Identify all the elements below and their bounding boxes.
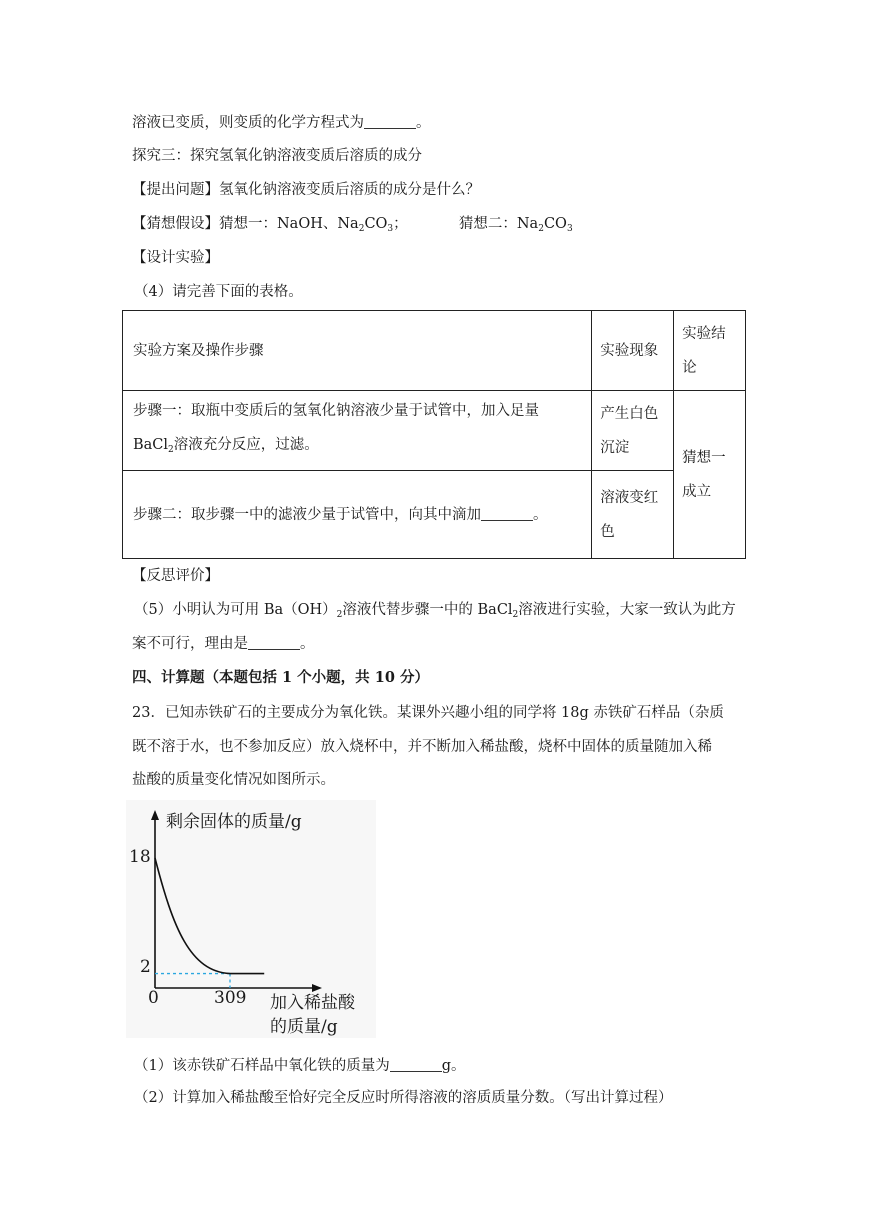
step-one-line1: 步骤一：取瓶中变质后的氢氧化钠溶液少量于试管中，加入足量 <box>133 403 539 419</box>
question-1-unit: g。 <box>441 1058 466 1074</box>
obs-1-line2: 沉淀 <box>600 439 630 456</box>
table-row <box>123 391 746 471</box>
answer-blank[interactable] <box>364 114 416 129</box>
subscript: 3 <box>387 224 394 234</box>
x-axis-label-line-2: 的质量/g <box>270 1017 338 1037</box>
hypothesis-line <box>132 214 573 239</box>
period: 。 <box>300 636 315 652</box>
reflection-line-2 <box>132 634 315 654</box>
subscript: 2 <box>336 610 343 620</box>
header-conclusion-line1: 实验结 <box>682 325 726 342</box>
step-two-observation <box>592 471 674 559</box>
problem-23-line-2: 既不溶于水，也不参加反应）放入烧杯中，并不断加入稀盐酸，烧杯中固体的质量随加入稀 <box>132 739 712 755</box>
obs-2-line1: 溶液变红 <box>600 489 659 506</box>
period: 。 <box>416 115 431 131</box>
obs-1-line1: 产生白色 <box>600 405 659 422</box>
step-one-line2: 溶液充分反应，过滤。 <box>173 437 319 453</box>
table-row <box>123 471 746 559</box>
step-one-observation <box>592 391 674 471</box>
section-title-3: 探究三：探究氢氧化钠溶液变质后溶质的成分 <box>132 148 422 164</box>
reflection-reason: 案不可行，理由是 <box>132 636 248 652</box>
question-heading: 【提出问题】氢氧化钠溶液变质后溶质的成分是什么？ <box>132 182 480 198</box>
instruction-4: （4）请完善下面的表格。 <box>134 284 303 300</box>
y-axis-label: 剩余固体的质量/g <box>166 812 302 832</box>
header-conclusion <box>674 311 746 391</box>
equation-prompt: 溶液已变质，则变质的化学方程式为 <box>132 115 364 131</box>
table-header-row <box>123 311 746 391</box>
subscript: 2 <box>358 224 365 234</box>
reflection-part-c: 溶液进行实验，大家一致认为此方 <box>518 602 736 618</box>
answer-blank[interactable] <box>481 506 533 521</box>
question-1 <box>134 1056 466 1076</box>
reflection-line-1 <box>134 600 736 625</box>
hypothesis-1-c: ； <box>393 216 408 232</box>
x-tick-label: 0 <box>148 988 159 1008</box>
step-two <box>123 471 592 559</box>
question-2: （2）计算加入稀盐酸至恰好完全反应时所得溶液的溶质质量分数。（写出计算过程） <box>134 1090 673 1106</box>
subscript: 3 <box>566 224 573 234</box>
reflection-part-a: （5）小明认为可用 Ba（OH） <box>134 602 337 618</box>
y-tick-label: 2 <box>140 957 151 977</box>
header-conclusion-line2: 论 <box>682 359 697 376</box>
conclusion-line2: 成立 <box>682 483 712 500</box>
conclusion-cell <box>674 391 746 559</box>
question-1-text: （1）该赤铁矿石样品中氧化铁的质量为 <box>134 1058 390 1074</box>
x-axis-label-line-1: 加入稀盐酸 <box>270 993 355 1013</box>
experiment-table <box>122 310 746 559</box>
conclusion-line1: 猜想一 <box>682 449 726 466</box>
section-title-4: 四、计算题（本题包括 1 个小题，共 10 分） <box>132 669 429 686</box>
hypothesis-2-a: 猜想二：Na <box>458 216 539 232</box>
step-one-bacl: BaCl <box>133 437 169 453</box>
subscript: 2 <box>168 445 174 455</box>
hypothesis-1-a: 【猜想假设】猜想一：NaOH、Na <box>132 216 359 232</box>
answer-blank[interactable] <box>248 635 300 650</box>
step-two-text: 步骤二：取步骤一中的滤液少量于试管中，向其中滴加 <box>133 506 481 523</box>
reflection-part-b: 溶液代替步骤一中的 BaCl <box>342 602 513 618</box>
y-tick-label: 18 <box>129 847 151 867</box>
hypothesis-2-b: CO <box>543 216 567 232</box>
hypothesis-1-b: CO <box>364 216 388 232</box>
mass-chart <box>126 800 376 1038</box>
design-heading: 【设计实验】 <box>132 250 219 266</box>
step-one <box>123 391 592 471</box>
problem-23-line-1: 23．已知赤铁矿石的主要成分为氧化铁。某课外兴趣小组的同学将 18g 赤铁矿石样品（杂质 <box>132 705 724 721</box>
obs-2-line2: 色 <box>600 523 615 540</box>
text-line-1 <box>132 113 431 133</box>
problem-23-line-3: 盐酸的质量变化情况如图所示。 <box>132 772 335 788</box>
header-steps: 实验方案及操作步骤 <box>123 311 592 391</box>
x-tick-label: 309 <box>214 988 247 1008</box>
subscript: 2 <box>538 224 544 234</box>
reflection-heading: 【反思评价】 <box>132 568 219 584</box>
subscript: 2 <box>512 610 519 620</box>
header-phenomenon: 实验现象 <box>592 311 674 391</box>
answer-blank[interactable] <box>390 1057 442 1072</box>
period: 。 <box>533 506 548 523</box>
